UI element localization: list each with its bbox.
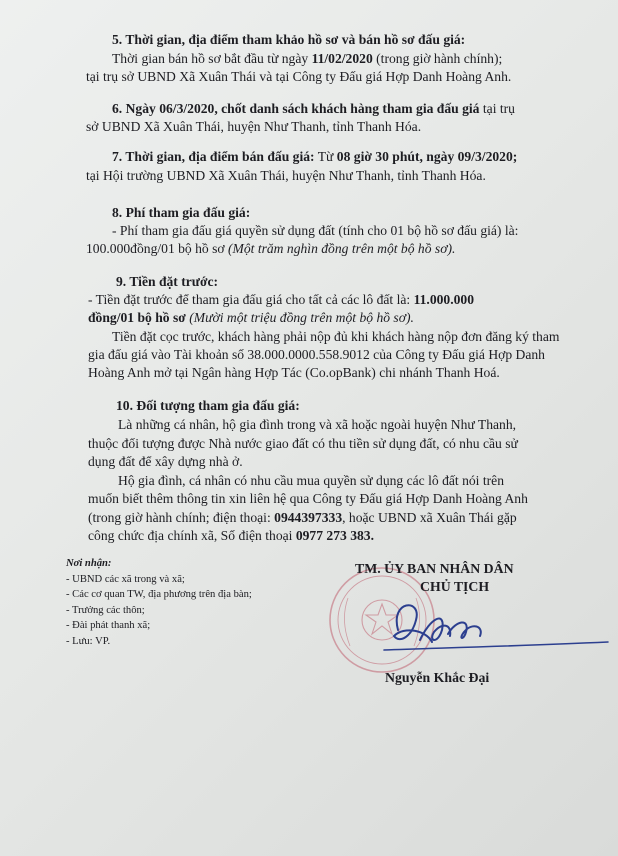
section-10-heading: 10. Đối tượng tham gia đấu giá: bbox=[116, 398, 300, 413]
section-10-line-5: muốn biết thêm thông tin xin liên hệ qua Công ty Đấu giá Hợp Danh Hoàng Anh bbox=[88, 491, 528, 506]
section-9-line-3: Tiền đặt cọc trước, khách hàng phải nộp đủ khi khách hàng nộp đơn đăng ký tham bbox=[112, 329, 560, 344]
section-6-line-1: 6. Ngày 06/3/2020, chốt danh sách khách hàng tham gia đấu giá tại trụ bbox=[112, 101, 515, 116]
signer-title: TM. ỦY BAN NHÂN DÂN bbox=[355, 561, 514, 576]
section-5-line-2: tại trụ sở UBND Xã Xuân Thái và tại Công ty Đấu giá Hợp Danh Hoàng Anh. bbox=[86, 69, 512, 84]
recipient-item: - Trưởng các thôn; bbox=[66, 604, 145, 616]
signer-position: CHỦ TỊCH bbox=[420, 579, 490, 594]
section-9-line-2: đồng/01 bộ hồ sơ (Mười một triệu đồng trên một bộ hồ sơ). bbox=[88, 310, 414, 325]
section-9-line-5: Hoàng Anh mở tại Ngân hàng Hợp Tác (Co.opBank) chi nhánh Thanh Hoá. bbox=[88, 365, 500, 380]
section-9-heading: 9. Tiền đặt trước: bbox=[116, 274, 219, 289]
recipient-item: - Đài phát thanh xã; bbox=[66, 620, 151, 631]
section-10-line-1: Là những cá nhân, hộ gia đình trong và xã hoặc ngoài huyện Như Thanh, bbox=[118, 417, 517, 432]
section-8-line-2: 100.000đồng/01 bộ hồ sơ (Một trăm nghìn đồng trên một bộ hồ sơ). bbox=[86, 241, 456, 256]
section-9-line-1: - Tiền đặt trước để tham gia đấu giá cho tất cả các lô đất là: 11.000.000 bbox=[88, 292, 475, 307]
section-8-heading: 8. Phí tham gia đấu giá: bbox=[112, 205, 251, 220]
recipient-item: - UBND các xã trong và xã; bbox=[66, 573, 185, 585]
recipient-item: - Các cơ quan TW, địa phương trên địa bàn; bbox=[66, 589, 252, 600]
section-7-line-2: tại Hội trường UBND Xã Xuân Thái, huyện Như Thanh, tỉnh Thanh Hóa. bbox=[86, 168, 486, 183]
section-6-line-2: sở UBND Xã Xuân Thái, huyện Như Thanh, tỉnh Thanh Hóa. bbox=[86, 119, 422, 134]
section-5-heading: 5. Thời gian, địa điểm tham khảo hồ sơ và bán hồ sơ đấu giá: bbox=[112, 32, 466, 47]
recipients-title: Nơi nhận: bbox=[66, 558, 112, 569]
handwritten-signature bbox=[380, 590, 610, 660]
recipients-list bbox=[66, 556, 252, 649]
section-10-line-2: thuộc đối tượng được Nhà nước giao đất có thu tiền sử dụng đất, có nhu cầu sử bbox=[88, 436, 518, 451]
recipient-item: - Lưu: VP. bbox=[66, 635, 111, 647]
section-10-line-7: công chức địa chính xã, Số điện thoại 0977 273 383. bbox=[88, 528, 374, 543]
signer-name: Nguyễn Khắc Đại bbox=[385, 670, 490, 685]
section-10-line-3: dụng đất để xây dựng nhà ở. bbox=[88, 454, 243, 469]
section-8-line-1: - Phí tham gia đấu giá quyền sử dụng đất (tính cho 01 bộ hồ sơ đấu giá) là: bbox=[112, 223, 519, 238]
section-10-line-4: Hộ gia đình, cá nhân có nhu cầu mua quyền sử dụng các lô đất nói trên bbox=[118, 473, 504, 488]
section-10-line-6: (trong giờ hành chính; điện thoại: 0944397333, hoặc UBND xã Xuân Thái gặp bbox=[88, 510, 517, 525]
section-9-line-4: gia đấu giá vào Tài khoản số 38.000.0000.558.9012 của Công ty Đấu giá Hợp Danh bbox=[88, 347, 545, 362]
section-5-line-1: Thời gian bán hồ sơ bắt đầu từ ngày 11/02/2020 (trong giờ hành chính); bbox=[112, 51, 503, 66]
section-7-line-1: 7. Thời gian, địa điểm bán đấu giá: Từ 08 giờ 30 phút, ngày 09/3/2020; bbox=[112, 149, 518, 164]
